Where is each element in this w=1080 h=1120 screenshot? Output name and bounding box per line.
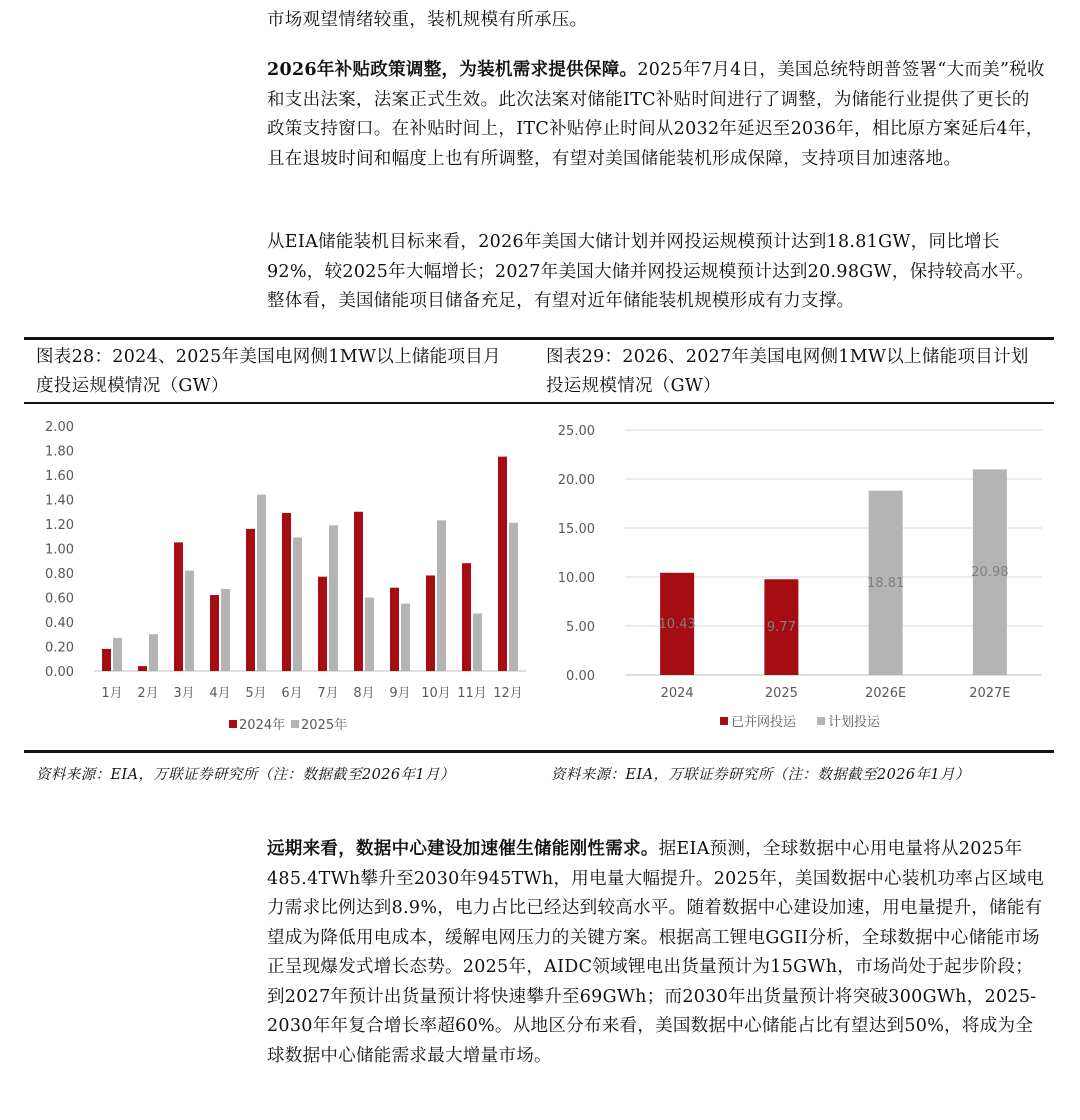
data-label-2024: 10.43 [658, 616, 696, 632]
legend-swatch-已并网投运 [720, 717, 728, 725]
bar-2025年-12月 [509, 523, 518, 671]
data-label-2027E: 20.98 [971, 565, 1009, 581]
legend-swatch-2025年 [291, 720, 299, 728]
bar-2025年-6月 [293, 537, 302, 671]
x-tick-label: 8月 [353, 686, 375, 701]
x-tick-label: 9月 [389, 686, 411, 701]
bar-2024年-8月 [354, 512, 363, 671]
y-tick-label: 25.00 [557, 424, 595, 439]
bottom-paragraph-lead: 远期来看，数据中心建设加速催生储能刚性需求。 [267, 839, 659, 859]
bar-2024年-4月 [210, 595, 219, 671]
figure29-caption: 图表29：2026、2027年美国电网侧1MW以上储能项目计划投运规模情况（GW） [546, 347, 1029, 396]
y-tick-label: 0.00 [45, 665, 74, 680]
legend-swatch-2024年 [229, 720, 237, 728]
y-tick-label: 15.00 [557, 522, 595, 537]
x-tick-label: 2027E [969, 686, 1011, 701]
bar-2025年-3月 [185, 571, 194, 671]
subsidy-paragraph-lead: 2026年补贴政策调整，为装机需求提供保障。 [267, 60, 638, 80]
bar-2025年-2月 [149, 634, 158, 671]
bar-2024年-11月 [462, 563, 471, 671]
legend-label: 2025年 [301, 718, 348, 733]
bar-2025年-10月 [437, 520, 446, 671]
bar-2024年-10月 [426, 575, 435, 671]
y-tick-label: 10.00 [557, 571, 595, 586]
y-tick-label: 1.20 [45, 518, 74, 533]
figure28-caption: 图表28：2024、2025年美国电网侧1MW以上储能项目月度投运规模情况（GW） [36, 347, 501, 396]
bar-2024年-9月 [390, 588, 399, 671]
x-tick-label: 3月 [173, 686, 195, 701]
x-tick-label: 1月 [101, 686, 123, 701]
bar-2024年-3月 [174, 542, 183, 671]
subsidy-paragraph [267, 56, 1047, 174]
legend-label: 2024年 [239, 718, 286, 733]
bottom-paragraph-body: 据EIA预测，全球数据中心用电量将从2025年485.4TWh攀升至2030年945TWh，用电量大幅提升。2025年，美国数据中心装机功率占区域电力需求比例达到8.9%，电力占比已经达到较高水平。随着数据中心建设加速，用电量提升，储能有望成为降低用电成本，缓解电网压力的关键方案。根据高工锂电GGII分析，全球数据中心储能市场正呈现爆发式增长态势。2025年，AIDC领域锂电出货量预计为15GWh，市场尚处于起步阶段；到2027年预计出货量预计将快速攀升至69GWh；而2030年出货量预计将突破300GWh，2025-2030年年复合增长率超60%。从地区分布来看，美国数据中心储能占比有望达到50%，将成为全球数据中心储能需求最大增量市场。 [267, 839, 1045, 1066]
bar-2025年-7月 [329, 525, 338, 671]
figure-caption-rule [24, 402, 1054, 404]
x-tick-label: 7月 [317, 686, 339, 701]
bar-2024年-5月 [246, 529, 255, 671]
figure28-source: 资料来源：EIA，万联证券研究所（注：数据截至2026年1月） [36, 767, 455, 783]
legend-swatch-计划投运 [817, 717, 825, 725]
x-tick-label: 4月 [209, 686, 231, 701]
y-tick-label: 0.80 [45, 567, 74, 582]
x-tick-label: 2025 [764, 686, 798, 701]
x-tick-label: 2月 [137, 686, 159, 701]
y-tick-label: 1.60 [45, 469, 74, 484]
y-tick-label: 5.00 [566, 620, 595, 635]
bar-2024年-7月 [318, 577, 327, 671]
subsidy-paragraph-body: 2025年7月4日，美国总统特朗普签署“大而美”税收和支出法案，法案正式生效。此次法案对储能ITC补贴时间进行了调整，为储能行业提供了更长的政策支持窗口。在补贴时间上，ITC补贴停止时间从2032年延迟至2036年，相比原方案延后4年，且在退坡时间和幅度上也有所调整，有望对美国储能装机形成保障，支持项目加速落地。 [267, 60, 1045, 169]
x-tick-label: 2024 [660, 686, 694, 701]
data-label-2025: 9.77 [766, 620, 796, 636]
data-label-2026E: 18.81 [867, 575, 905, 591]
y-tick-label: 1.00 [45, 542, 74, 558]
y-tick-label: 0.60 [45, 591, 74, 607]
x-tick-label: 11月 [457, 686, 487, 701]
y-tick-label: 0.40 [45, 616, 74, 631]
figure-bottom-rule [24, 750, 1054, 753]
top-paragraph-tail: 市场观望情绪较重，装机规模有所承压。 [267, 10, 588, 30]
x-tick-label: 6月 [281, 686, 303, 701]
x-tick-label: 5月 [245, 686, 267, 701]
y-tick-label: 0.20 [45, 640, 74, 656]
bar-2024年-1月 [102, 649, 111, 671]
eia-paragraph: 从EIA储能装机目标来看，2026年美国大储计划并网投运规模预计达到18.81GW，同比增长92%，较2025年大幅增长；2027年美国大储并网投运规模预计达到20.98GW，保持较高水平。整体看，美国储能项目储备充足，有望对近年储能装机规模形成有力支撑。 [267, 232, 1035, 311]
bar-2024年-2月 [138, 666, 147, 671]
bar-2024年-12月 [498, 457, 507, 671]
bar-2024年-6月 [282, 513, 291, 671]
bar-2025年-9月 [401, 604, 410, 671]
y-tick-label: 20.00 [557, 473, 595, 488]
bar-2025年-5月 [257, 495, 266, 671]
y-tick-label: 1.40 [45, 493, 74, 509]
x-tick-label: 2026E [864, 686, 907, 701]
bar-2025年-8月 [365, 598, 374, 672]
y-tick-label: 0.00 [566, 669, 595, 684]
figure-top-rule [24, 337, 1054, 340]
monthly-capacity-chart [24, 410, 536, 745]
legend-label: 已并网投运 [731, 715, 797, 730]
y-tick-label: 1.80 [45, 444, 74, 460]
planned-capacity-chart [540, 410, 1054, 745]
bar-2025年-1月 [113, 638, 122, 671]
x-tick-label: 10月 [421, 686, 451, 701]
legend-label: 计划投运 [828, 715, 881, 730]
y-tick-label: 2.00 [45, 420, 74, 435]
bottom-paragraph [267, 835, 1047, 1071]
bar-2025年-4月 [221, 589, 230, 671]
figure29-source: 资料来源：EIA，万联证券研究所（注：数据截至2026年1月） [551, 767, 970, 783]
x-tick-label: 12月 [493, 686, 523, 701]
bar-2025年-11月 [473, 613, 482, 671]
